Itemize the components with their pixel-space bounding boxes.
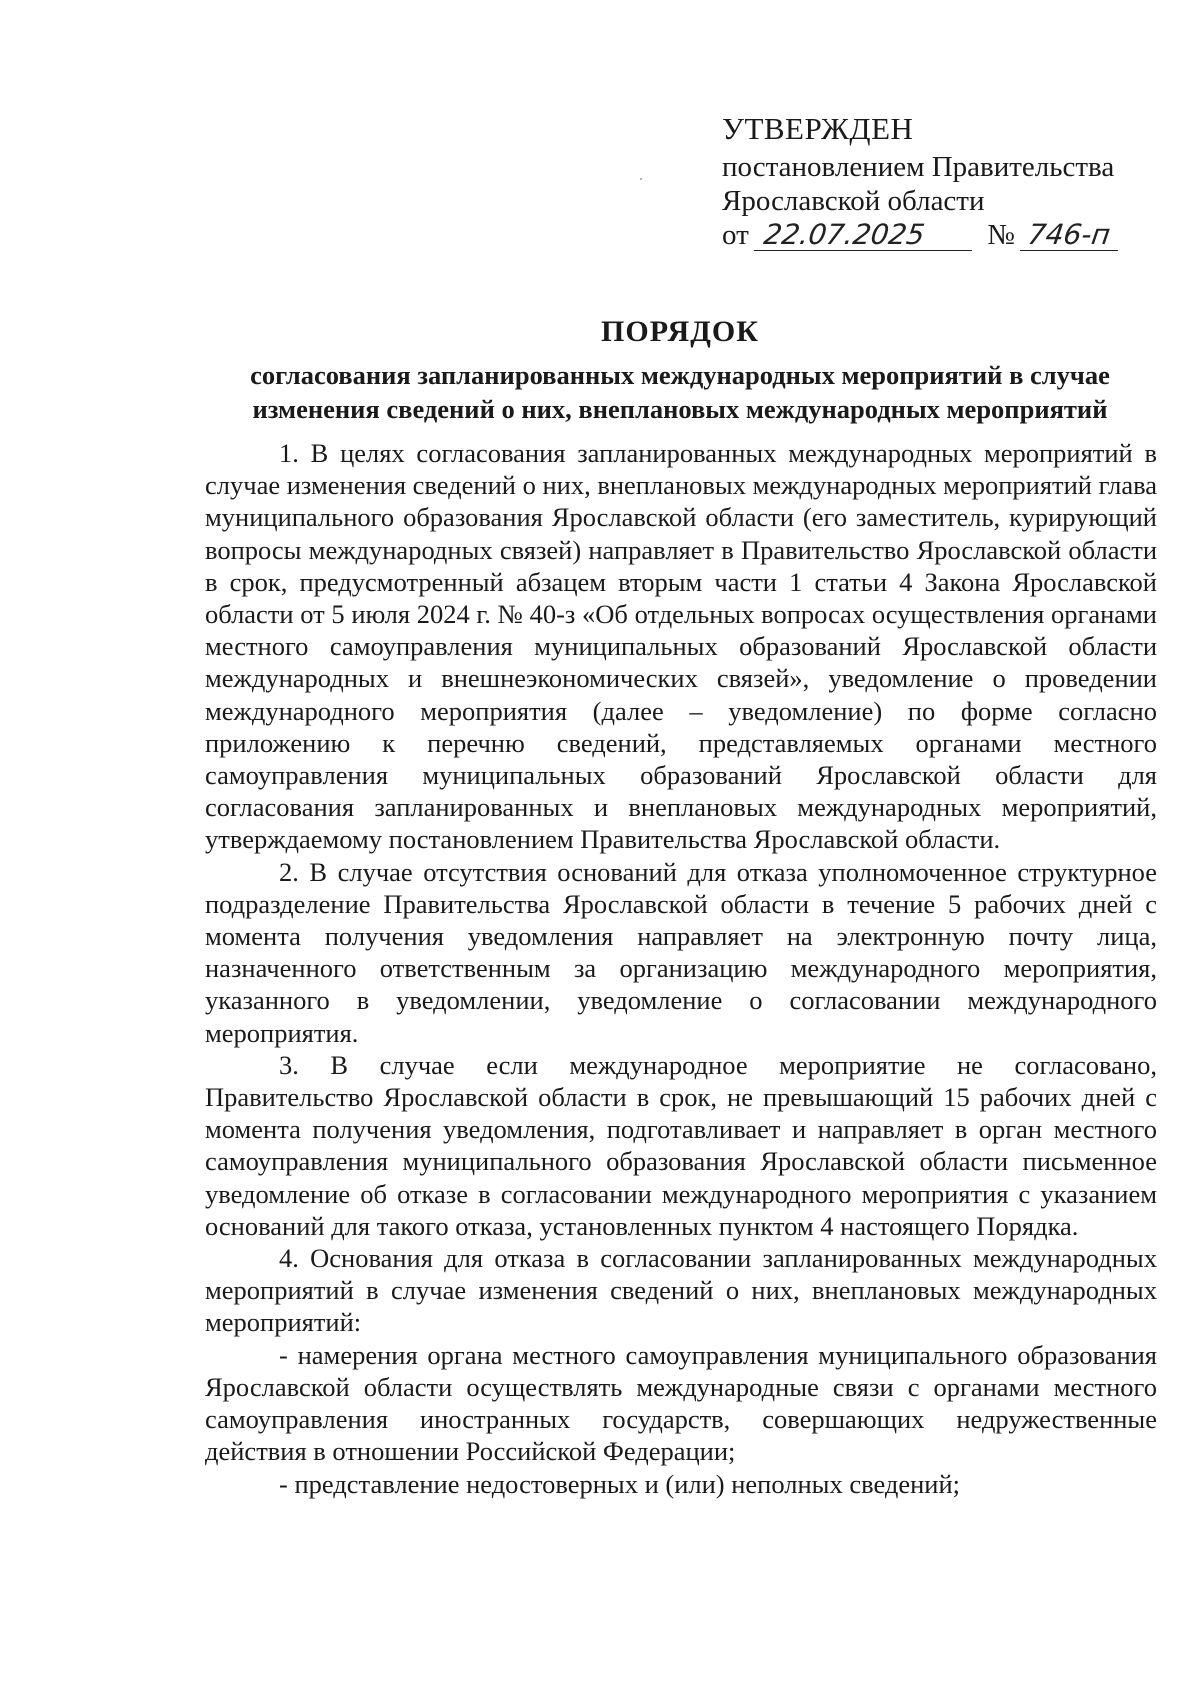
- title-block: [200, 312, 1160, 426]
- approval-date-line: [722, 218, 1162, 252]
- document-title: ПОРЯДОК: [601, 315, 759, 348]
- approval-line-2: Ярославской области: [722, 185, 985, 217]
- document-subtitle: согласования запланированных международных мероприятий в случае изменения сведений о них, внеплановых международных мероприятий: [250, 360, 1110, 424]
- bullet-2: - представление недостоверных и (или) неполных сведений;: [279, 1468, 961, 1499]
- approval-line-1: постановлением Правительства: [722, 151, 1115, 183]
- from-label: от: [722, 219, 749, 251]
- handwritten-date: 22.07.2025: [754, 220, 976, 251]
- handwritten-number: 746-п: [1020, 220, 1122, 251]
- paragraph-1: 1. В целях согласования запланированных международных мероприятий в случае изменения сведений о них, внеплановых международных мероприятий глава муниципального образования Ярославской области (его заместитель, курирующий вопросы международных связей) направляет в Правительство Ярославской области в срок, предусмотренный абзацем вторым части 1 статьи 4 Закона Ярославской области от 5 июля 2024 г. № 40-з «Об отдельных вопросах осуществления органами местного самоуправления муниципальных образований Ярославской области международных и внешнеэкономических связей», уведомление о проведении международного мероприятия (далее – уведомление) по форме согласно приложению к перечню сведений, представляемых органами местного самоуправления муниципальных образований Ярославской области для согласования запланированных и внеплановых международных мероприятий, утверждаемому постановлением Правительства Ярославской области.: [205, 438, 1158, 855]
- approval-title: УТВЕРЖДЕН: [722, 111, 914, 146]
- paragraph-2: 2. В случае отсутствия оснований для отказа уполномоченное структурное подразделение Правительства Ярославской области в течение 5 рабочих дней с момента получения уведомления направляет на электронную почту лица, назначенного ответственным за организацию международного мероприятия, указанного в уведомлении, уведомление о согласовании международного мероприятия.: [205, 856, 1157, 1048]
- document-body: [205, 437, 1157, 1500]
- scan-speck: [640, 178, 642, 180]
- paragraph-4: 4. Основания для отказа в согласовании запланированных международных мероприятий в случае изменения сведений о них, внеплановых международных мероприятий:: [205, 1243, 1157, 1338]
- bullet-1: - намерения органа местного самоуправления муниципального образования Ярославской области осуществлять международные связи с органами местного самоуправления иностранных государств, совершающих недружественные действия в отношении Российской Федерации;: [205, 1339, 1157, 1467]
- number-label: №: [987, 219, 1015, 251]
- paragraph-3: 3. В случае если международное мероприятие не согласовано, Правительство Ярославской области в срок, не превышающий 15 рабочих дней с момента получения уведомления, подготавливает и направляет в орган местного самоуправления муниципального образования Ярославской области письменное уведомление об отказе в согласовании международного мероприятия с указанием оснований для такого отказа, установленных пунктом 4 настоящего Порядка.: [205, 1049, 1157, 1241]
- approval-stamp: [722, 112, 1162, 252]
